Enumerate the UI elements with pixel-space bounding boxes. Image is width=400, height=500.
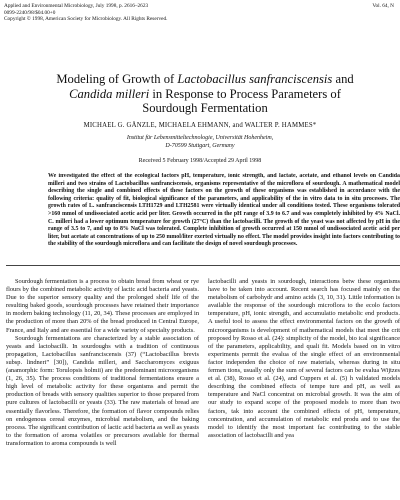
title-part4: Sourdough Fermentation bbox=[142, 101, 268, 115]
section-divider bbox=[6, 265, 400, 266]
title-part3: in Response to Process Parameters of bbox=[149, 86, 341, 101]
journal-citation: Applied and Environmental Microbiology, July 1998, p. 2616–2623 bbox=[4, 3, 149, 9]
paragraph: Sourdough fermentation is a process to obtain bread from wheat or rye flours by the combined metabolic activity of lactic acid bacteria and yeasts. Due to the superior sensory quality and the prolonged shelf life of the resulting baked goods, sourdough processes have retained their importance in modern baking technology (11, 20, 34). These processes are employed in the production of more than 20% of the bread produced in Central Europe, France, and Italy and are essential for a wide variety of specialty products. bbox=[6, 278, 199, 334]
running-header bbox=[4, 3, 400, 23]
author-list: MICHAEL G. GÄNZLE, MICHAELA EHMANN, and WALTER P. HAMMES* bbox=[83, 122, 317, 129]
title-part2: and bbox=[332, 72, 354, 86]
paragraph: lactobacilli and yeasts in sourdough, interactions betw these organisms have to be taken into account. Recent search has focused mainly on the metabolism of carbohydr and amino acids (3, 10, 31). Little information is available the response of the sourdough microflora to the ecolo factors temperature, pH, ionic strength, and accumulatio metabolic end products. A useful tool to assess the effect environmental factors on the growth of microorganisms is development of mathematical models that meet the crit proposed by Rosso et al. (24): simplicity of the model, bio ical significance of the parameters, applicability, and quali fit. Models based on in vitro experiments permit the evalua of the single effect of an environmental factor independen the choice of raw materials, whereas during in situ fermen tions, usually only the sum of several factors can be evalua Wijtzes et al. (38), Rosso et al. (24), and Cuppers et al. (5) h validated models describing the combined effects of tempe ture and pH, as well as temperature and NaCl concentrat on microbial growth. It was the aim of our study to expand scope of the proposed models to more than two factors, tak into account the combined effects of pH, temperature, concentration, and accumulation of metabolic end produ and to use the model to identify the most important fac contributing to the stable association of lactobacilli and yea bbox=[208, 278, 400, 439]
received-dates: Received 5 February 1998/Accepted 29 April 1998 bbox=[138, 158, 262, 164]
article-title bbox=[10, 72, 400, 116]
volume-label: Vol. 64, N bbox=[372, 3, 394, 9]
affiliation bbox=[0, 135, 400, 150]
body-left-column bbox=[6, 278, 199, 500]
title-species2: Candida milleri bbox=[69, 86, 150, 101]
title-species1: Lactobacillus sanfranciscensis bbox=[177, 72, 333, 86]
affiliation-line1: Institut für Lebensmitteltechnologie, Universität Hohenheim, bbox=[126, 135, 274, 141]
paragraph: Sourdough fermentations are characterized by a stable association of yeasts and lactobacilli. In sourdoughs with a tradition of continuous propagation, Lactobacillus sanfranciscensis (37) (“Lactobacillus brevis subsp. lindneri” [30]), Candida milleri, and Saccharomyces exiguus (anamorphic form: Torulopsis holmii) are the predominant microorganisms (1, 26, 35). The process conditions of traditional fermentations ensure a high level of metabolic activity for these organisms and permit the production of breads with sensory qualities superior to those prepared from pure cultures of lactobacilli or yeasts (33). The raw materials of bread are essentially flavorless. Therefore, the formation of flavor compounds relies on endogenous cereal enzymes, microbial metabolism, and the baking process. The significant contribution of lactic acid bacteria as well as yeasts to the formation of aroma volatiles or precursors available for thermal transformation to aroma compounds is well bbox=[6, 334, 199, 447]
body-right-column bbox=[208, 278, 400, 500]
issn-line: 0099-2240/98/$04.00+0 bbox=[4, 9, 56, 16]
copyright-line: Copyright © 1998, American Society for Microbiology. All Rights Reserved. bbox=[4, 16, 168, 23]
abstract: We investigated the effect of the ecological factors pH, temperature, ionic strength, and lactate, acetate, and ethanol levels on Candida milleri and two strains of Lactobacillus sanfranciscensis, organisms representative of the microflora of sourdough. A mathematical model describing the single and combined effects of these factors on the growth of these organisms was established in accordance with the following criteria: quality of fit, biological significance of the parameters, and applicability of the in vitro data to in situ processes. The growth rates of L. sanfranciscensis LTH1729 and LTH2581 were virtually identical under all conditions tested. These organisms tolerated >160 mmol of undissociated acetic acid per liter. Growth occurred in the pH range of 3.9 to 6.7 and was completely inhibited by 4% NaCl. C. milleri had a lower optimum temperature for growth (27°C) than the lactobacilli. The growth of the yeast was not affected by pH in the range of 3.5 to 7, and up to 8% NaCl was tolerated. Complete inhibition of growth occurred at 150 mmol of undissociated acetic acid per liter, but acetate at concentrations of up to 250 mmol/liter exerted virtually no effect. The model provides insight into factors contributing to the stability of the sourdough microflora and can facilitate the design of novel sourdough processes. bbox=[48, 173, 400, 248]
affiliation-line2: D-70599 Stuttgart, Germany bbox=[165, 142, 235, 149]
title-part1: Modeling of Growth of bbox=[56, 72, 178, 86]
